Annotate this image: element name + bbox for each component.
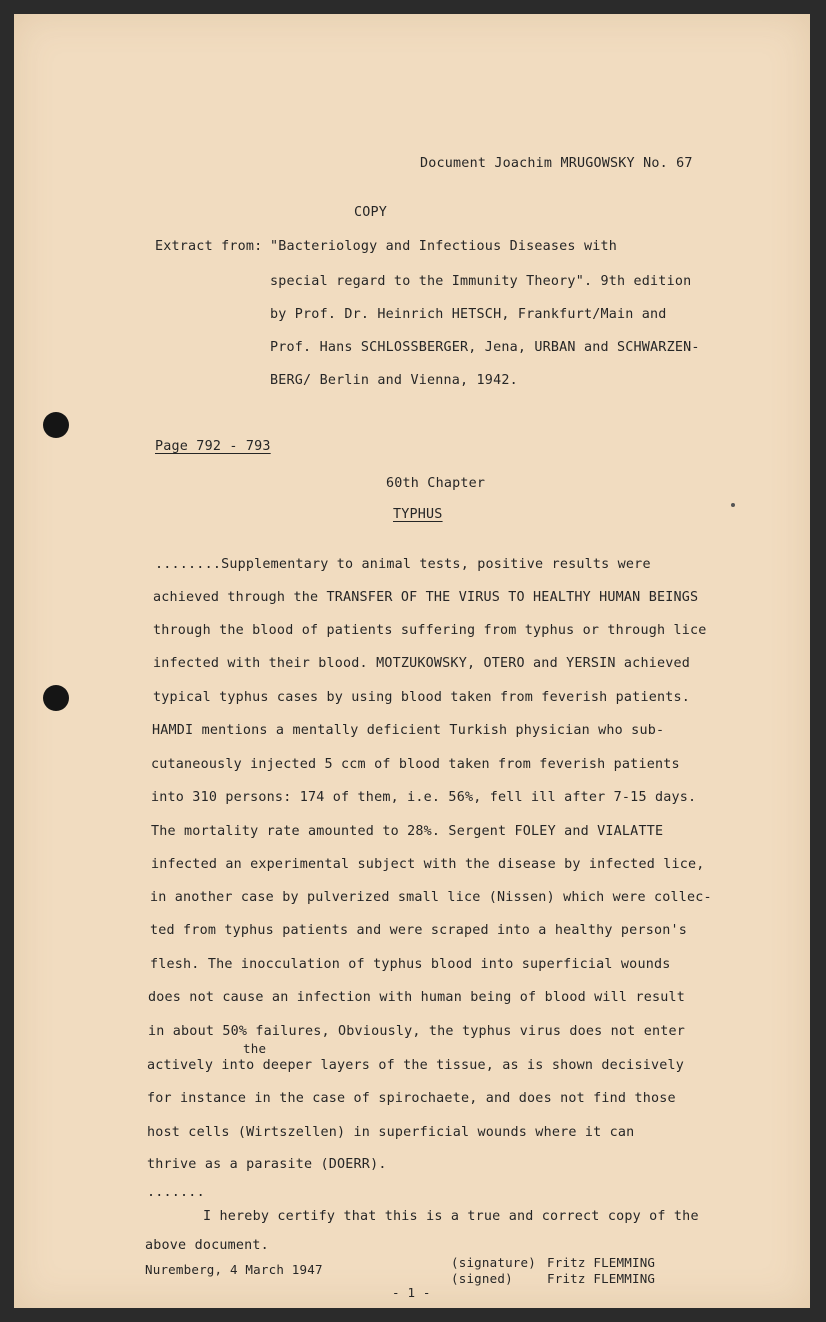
body-line: in about 50% failures, Obviously, the typhus virus does not enter: [148, 1024, 686, 1039]
certification-line: I hereby certify that this is a true and correct copy of the: [203, 1209, 699, 1224]
body-line: ted from typhus patients and were scraped into a healthy person's: [150, 923, 688, 938]
extract-line: Prof. Hans SCHLOSSBERGER, Jena, URBAN and SCHWARZEN-: [270, 340, 700, 355]
body-line: actively into deeper layers of the tissue, as is shown decisively: [147, 1058, 685, 1073]
paper-speck: [731, 503, 735, 507]
body-line: for instance in the case of spirochaete, and does not find those: [147, 1091, 676, 1106]
body-line: through the blood of patients suffering from typhus or through lice: [153, 623, 707, 638]
page-reference: Page 792 - 793: [155, 439, 271, 454]
body-line: The mortality rate amounted to 28%. Sergent FOLEY and VIALATTE: [151, 824, 664, 839]
body-line: ........Supplementary to animal tests, positive results were: [155, 557, 651, 572]
body-line: cutaneously injected 5 ccm of blood taken from feverish patients: [151, 757, 680, 772]
body-line: infected with their blood. MOTZUKOWSKY, OTERO and YERSIN achieved: [153, 656, 691, 671]
signed-label: (signed): [451, 1271, 513, 1286]
copy-label: COPY: [354, 205, 388, 220]
extract-line: "Bacteriology and Infectious Diseases with: [270, 239, 617, 254]
page-number: - 1 -: [392, 1285, 431, 1300]
punch-hole: [43, 685, 69, 711]
place-date: Nuremberg, 4 March 1947: [145, 1262, 323, 1277]
body-line: HAMDI mentions a mentally deficient Turkish physician who sub-: [152, 723, 665, 738]
body-line: into 310 persons: 174 of them, i.e. 56%, fell ill after 7-15 days.: [151, 790, 697, 805]
handwritten-insertion: the: [243, 1041, 267, 1056]
extract-line: BERG/ Berlin and Vienna, 1942.: [270, 373, 518, 388]
extract-line: by Prof. Dr. Heinrich HETSCH, Frankfurt/Main and: [270, 307, 667, 322]
chapter-title: TYPHUS: [393, 507, 443, 522]
certification-line: above document.: [145, 1238, 269, 1253]
body-line: typical typhus cases by using blood taken from feverish patients.: [153, 690, 691, 705]
ellipsis: .......: [147, 1185, 205, 1200]
signature-label: (signature): [451, 1255, 536, 1270]
chapter-number: 60th Chapter: [386, 476, 486, 491]
extract-label: Extract from:: [155, 239, 263, 254]
body-line: thrive as a parasite (DOERR).: [147, 1157, 387, 1172]
signature-name: Fritz FLEMMING: [547, 1255, 656, 1270]
punch-hole: [43, 412, 69, 438]
document-reference: Document Joachim MRUGOWSKY No. 67: [420, 156, 693, 171]
body-line: in another case by pulverized small lice (Nissen) which were collec-: [150, 890, 712, 905]
signed-name: Fritz FLEMMING: [547, 1271, 656, 1286]
extract-line: special regard to the Immunity Theory". 9th edition: [270, 274, 692, 289]
body-line: host cells (Wirtszellen) in superficial wounds where it can: [147, 1125, 635, 1140]
body-line: flesh. The inocculation of typhus blood into superficial wounds: [150, 957, 671, 972]
body-line: achieved through the TRANSFER OF THE VIRUS TO HEALTHY HUMAN BEINGS: [153, 590, 699, 605]
body-line: does not cause an infection with human being of blood will result: [148, 990, 686, 1005]
body-line: infected an experimental subject with the disease by infected lice,: [151, 857, 705, 872]
